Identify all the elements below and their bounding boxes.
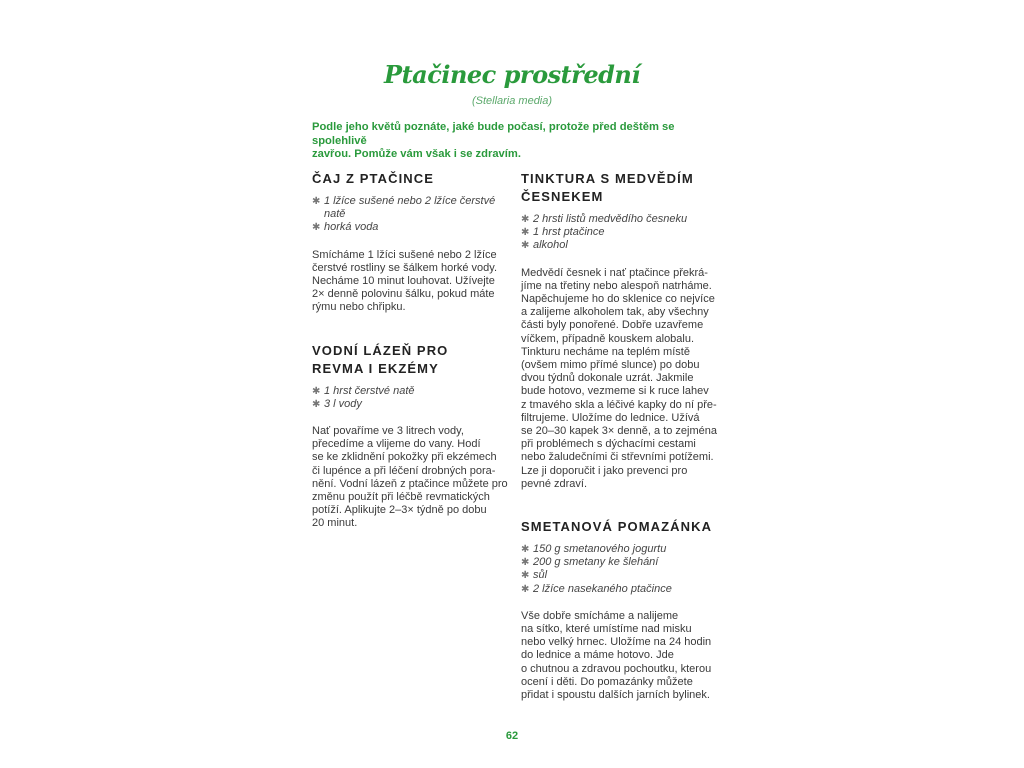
text-line: a zalijeme alkoholem tak, aby všechny <box>521 306 709 319</box>
ingredient-item <box>312 221 512 234</box>
intro-line: zavřou. Pomůže vám však i se zdravím. <box>312 148 521 160</box>
recipe-heading <box>521 170 721 206</box>
asterisk-icon: ✱ <box>312 222 321 234</box>
ingredient-item <box>521 213 721 226</box>
recipe-section <box>521 170 721 491</box>
heading-line: REVMA I EKZÉMY <box>312 360 439 376</box>
ingredient-line: alkohol <box>533 239 568 252</box>
recipe-text <box>521 610 721 702</box>
text-line: přidat i spoustu dalších jarních bylinek. <box>521 689 710 702</box>
recipe-section <box>312 170 512 315</box>
recipe-text <box>521 267 721 491</box>
text-line: Medvědí česnek i nať ptačince překrá- <box>521 266 708 279</box>
ingredient-list <box>521 543 721 596</box>
text-line: 2× denně polovinu šálku, pokud máte <box>312 288 495 301</box>
text-line: se 20–30 kapek 3× denně, a to zejména <box>521 425 718 438</box>
text-line: změnu použít při léčbě revmatických <box>312 491 490 504</box>
text-line: se ke zklidnění pokožky při ekzémech <box>312 451 497 464</box>
ingredient-list <box>521 213 721 253</box>
recipe-heading <box>312 170 512 188</box>
left-column <box>312 170 512 558</box>
text-line: filtrujeme. Uložíme do lednice. Užívá <box>521 411 700 424</box>
ingredient-line: sůl <box>533 569 548 582</box>
text-line: Napěchujeme ho do sklenice co nejvíce <box>521 293 715 306</box>
text-line: Vše dobře smícháme a nalijeme <box>521 609 679 622</box>
ingredient-line: horká voda <box>324 221 379 234</box>
heading-line: SMETANOVÁ POMAZÁNKA <box>521 519 713 535</box>
heading-line: VODNÍ LÁZEŇ PRO <box>312 342 449 358</box>
latin-name: (Stellaria media) <box>471 95 553 107</box>
text-line: přecedíme a vlijeme do vany. Hodí <box>312 438 481 451</box>
intro-line: Podle jeho květů poznáte, jaké bude počasí, protože před deštěm se spolehlivě <box>312 121 675 147</box>
asterisk-icon: ✱ <box>521 240 530 252</box>
text-line: nebo velký hrnec. Uložíme na 24 hodin <box>521 636 712 649</box>
ingredient-line: 200 g smetany ke šlehání <box>533 556 659 569</box>
heading-line: TINKTURA S MEDVĚDÍM <box>521 171 694 186</box>
ingredient-list <box>312 385 512 411</box>
text-line: bude hotovo, vezmeme si k ruce lahev <box>521 385 709 398</box>
heading-line: ČAJ Z PTAČINCE <box>312 171 435 186</box>
text-line: 20 minut. <box>312 517 358 530</box>
ingredient-line: 2 lžíce nasekaného ptačince <box>533 582 672 595</box>
text-line: Necháme 10 minut louhovat. Užívejte <box>312 275 495 288</box>
asterisk-icon: ✱ <box>521 227 530 239</box>
asterisk-icon: ✱ <box>521 214 530 225</box>
ingredient-item <box>312 385 512 398</box>
recipe-heading <box>312 342 512 378</box>
recipe-text <box>312 249 512 315</box>
asterisk-icon: ✱ <box>312 398 321 410</box>
page-number: 62 <box>505 730 519 742</box>
recipe-section <box>521 518 721 702</box>
ingredient-item <box>521 569 721 582</box>
text-line: na sítko, které umístíme nad misku <box>521 623 692 636</box>
ingredient-item <box>521 226 721 239</box>
ingredient-item <box>312 195 512 221</box>
ingredient-list <box>312 195 512 235</box>
recipe-text <box>312 425 512 531</box>
text-line: či lupénce a při léčení drobných pora- <box>312 464 496 477</box>
text-line: o chutnou a zdravou pochoutku, kterou <box>521 662 712 675</box>
text-line: rýmu nebo chřipku. <box>312 301 406 314</box>
text-line: Tinkturu necháme na teplém místě <box>521 345 690 358</box>
text-line: ocení i děti. Do pomazánky můžete <box>521 675 693 688</box>
ingredient-line: 1 hrst čerstvé natě <box>324 384 415 397</box>
asterisk-icon: ✱ <box>312 196 321 207</box>
ingredient-line: 1 lžíce sušené nebo 2 lžíce čerstvé <box>324 195 496 207</box>
text-line: nění. Vodní lázeň z ptačince můžete pro <box>312 477 508 490</box>
asterisk-icon: ✱ <box>521 557 530 569</box>
ingredient-line: 2 hrsti listů medvědího česneku <box>533 213 688 225</box>
ingredient-item <box>521 239 721 252</box>
ingredient-line: 1 hrst ptačince <box>533 226 605 239</box>
text-line: nebo žaludečními či střevními potížemi. <box>521 451 714 464</box>
text-line: do lednice a máme hotovo. Jde <box>521 649 674 662</box>
ingredient-line: 3 l vody <box>324 397 362 410</box>
ingredient-item <box>521 556 721 569</box>
heading-line: ČESNEKEM <box>521 189 604 204</box>
ingredient-item <box>521 543 721 556</box>
text-line: Lze ji doporučit i jako prevenci pro <box>521 464 688 477</box>
asterisk-icon: ✱ <box>521 583 530 595</box>
recipe-heading <box>521 518 721 536</box>
text-line: z tmavého skla a léčivé kapky do ní pře- <box>521 398 717 411</box>
text-line: (ovšem mimo přímé slunce) po dobu <box>521 359 700 372</box>
intro-text <box>312 121 732 162</box>
text-line: potíží. Aplikujte 2–3× týdně po dobu <box>312 504 487 517</box>
text-line: Smícháme 1 lžíci sušené nebo 2 lžíce <box>312 248 497 261</box>
text-line: čerstvé rostliny se šálkem horké vody. <box>312 261 498 274</box>
asterisk-icon: ✱ <box>521 544 530 556</box>
text-line: víčkem, případně kouskem alobalu. <box>521 332 695 345</box>
recipe-section <box>312 342 512 531</box>
text-line: části byly ponořené. Dobře uzavřeme <box>521 319 704 332</box>
ingredient-item <box>521 583 721 596</box>
text-line: Nať povaříme ve 3 litrech vody, <box>312 425 464 438</box>
text-line: dvou týdnů dokonale uzrát. Jakmile <box>521 372 694 385</box>
asterisk-icon: ✱ <box>521 570 530 582</box>
ingredient-line: 150 g smetanového jogurtu <box>533 543 667 556</box>
asterisk-icon: ✱ <box>312 385 321 397</box>
ingredient-item <box>312 398 512 411</box>
text-line: jíme na třetiny nebo alespoň natrháme. <box>521 279 712 292</box>
text-line: při problémech s dýchacími cestami <box>521 438 696 451</box>
right-column <box>521 170 721 729</box>
text-line: pevné zdraví. <box>521 477 588 490</box>
ingredient-line: natě <box>324 208 346 221</box>
page-title: Ptačinec prostřední <box>384 60 640 89</box>
